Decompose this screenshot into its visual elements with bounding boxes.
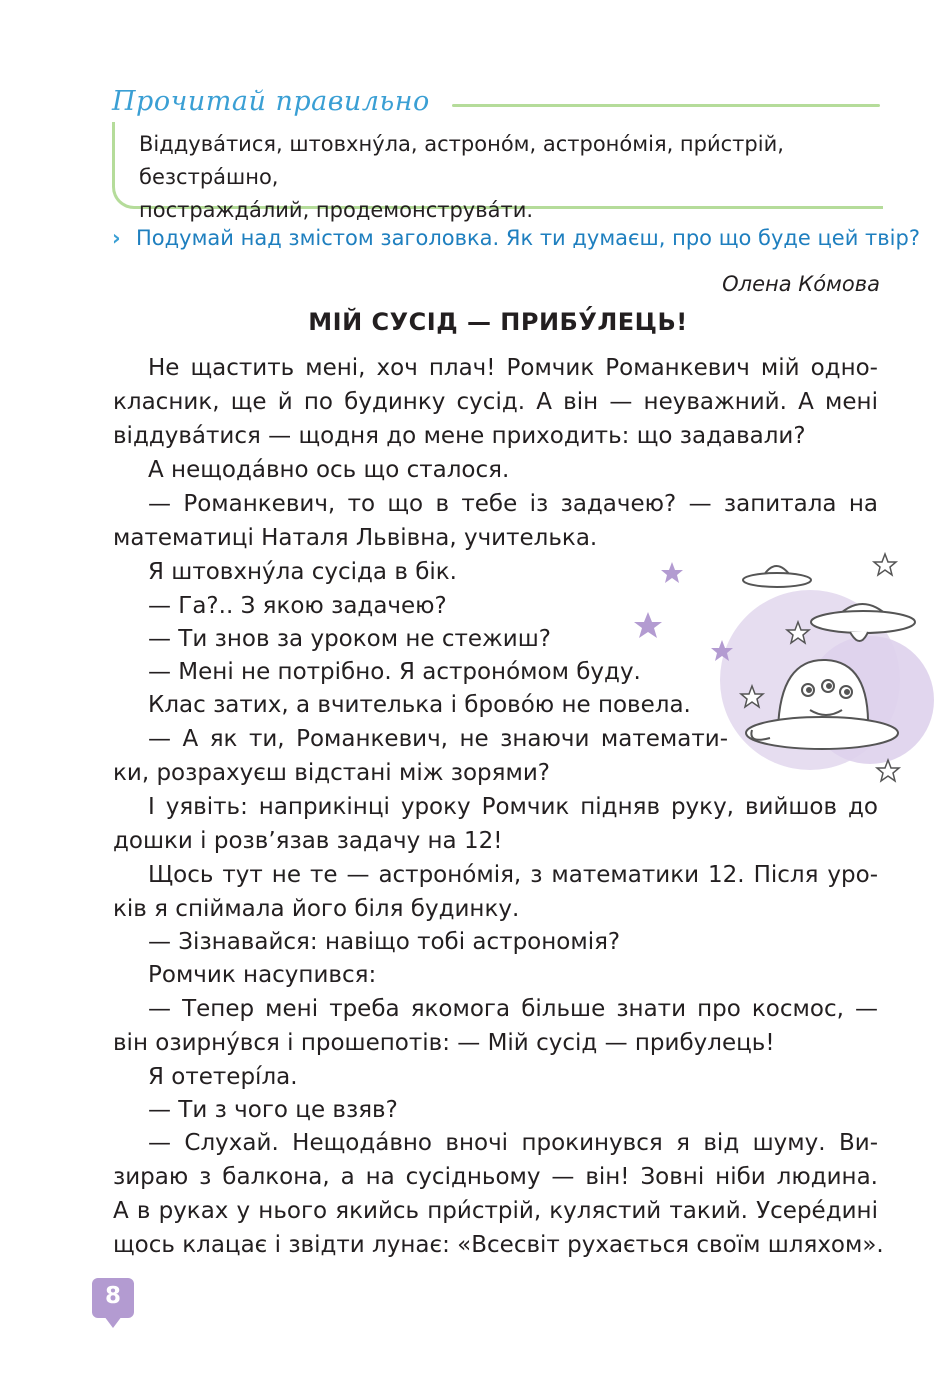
story-line: віддува́тися — щодня до мене приходить: що задавали? <box>113 423 806 449</box>
story-line: — Мені не потрібно. Я астроно́мом буду. <box>148 659 641 685</box>
task-prompt <box>112 226 920 256</box>
story-line: дошки і розв’язав задачу на 12! <box>113 828 503 854</box>
words-line-2: постражда́лий, продемонструва́ти. <box>139 198 534 222</box>
story-line: Я отетері́ла. <box>148 1064 298 1090</box>
read-correctly-box <box>112 122 883 222</box>
story-line: А в руках у нього якийсь при́стрій, кулястий такий. Усере́дині <box>113 1198 878 1224</box>
story-line: Не щастить мені, хоч плач! Ромчик Романкевич мій одно- <box>148 355 878 381</box>
story-line: він озирну́вся і прошепотів: — Мій сусід — прибулець! <box>113 1030 775 1056</box>
header-divider <box>452 104 880 107</box>
story-line: математиці Наталя Львівна, учителька. <box>113 525 598 551</box>
story-line: — Ти знов за уроком не стежиш? <box>148 626 551 652</box>
story-line: І уявіть: наприкінці уроку Ромчик підняв руку, вийшов до <box>148 794 878 820</box>
read-correctly-header <box>112 82 882 122</box>
read-correctly-title: Прочитай правильно <box>112 86 430 117</box>
story-line: — Га?.. З якою задачею? <box>148 593 447 619</box>
story-line: щось клацає і звідти лунає: «Всесвіт рухається своїм шляхом». <box>113 1232 884 1258</box>
story-line: А нещода́вно ось що сталося. <box>148 457 510 483</box>
star-icon <box>661 562 683 583</box>
alien-ufo-illustration <box>630 540 940 790</box>
story-line: Ромчик насупився: <box>148 962 377 988</box>
story-line: — Тепер мені треба якомога більше знати про космос, — <box>148 996 878 1022</box>
story-title: МІЙ СУСІД — ПРИБУ́ЛЕЦЬ! <box>308 308 688 336</box>
task-text: Подумай над змістом заголовка. Як ти думаєш, про що буде цей твір? <box>136 226 920 250</box>
story-line: класник, ще й по будинку сусід. А він — неуважний. А мені <box>113 389 878 415</box>
story-line: — Зізнавайся: навіщо тобі астрономія? <box>148 929 621 955</box>
star-icon <box>874 554 896 575</box>
story-line: зираю з балкона, а на сусідньому — він! Зовні ніби людина. <box>113 1164 878 1190</box>
page-number: 8 <box>104 1283 121 1309</box>
story-line: ки, розрахуєш відстані між зорями? <box>113 760 550 786</box>
story-line: — Ти з чого це взяв? <box>148 1097 398 1123</box>
ufo-small-icon <box>743 566 811 587</box>
star-icon <box>634 612 662 638</box>
chevron-right-icon: › <box>112 226 121 250</box>
story-line: ків я спіймала його біля будинку. <box>113 896 520 922</box>
story-line: — А як ти, Романкевич, не знаючи математи- <box>148 726 728 752</box>
words-line-1: Віддува́тися, штовхну́ла, астроно́м, астроно́мія, при́стрій, безстра́шно, <box>139 132 784 189</box>
story-line: Клас затих, а вчителька і брово́ю не повела. <box>148 692 691 718</box>
story-line: — Романкевич, то що в тебе із задачею? — запитала на <box>148 491 878 517</box>
story-line: — Слухай. Нещода́вно вночі прокинувся я від шуму. Ви- <box>148 1130 878 1156</box>
read-correctly-words <box>139 128 879 227</box>
page-number-badge-tail <box>104 1316 122 1328</box>
story-line: Щось тут не те — астроно́мія, з математики 12. Після уро- <box>148 862 878 888</box>
author-name: Олена Ко́мова <box>722 272 880 296</box>
story-line: Я штовхну́ла сусіда в бік. <box>148 559 457 585</box>
